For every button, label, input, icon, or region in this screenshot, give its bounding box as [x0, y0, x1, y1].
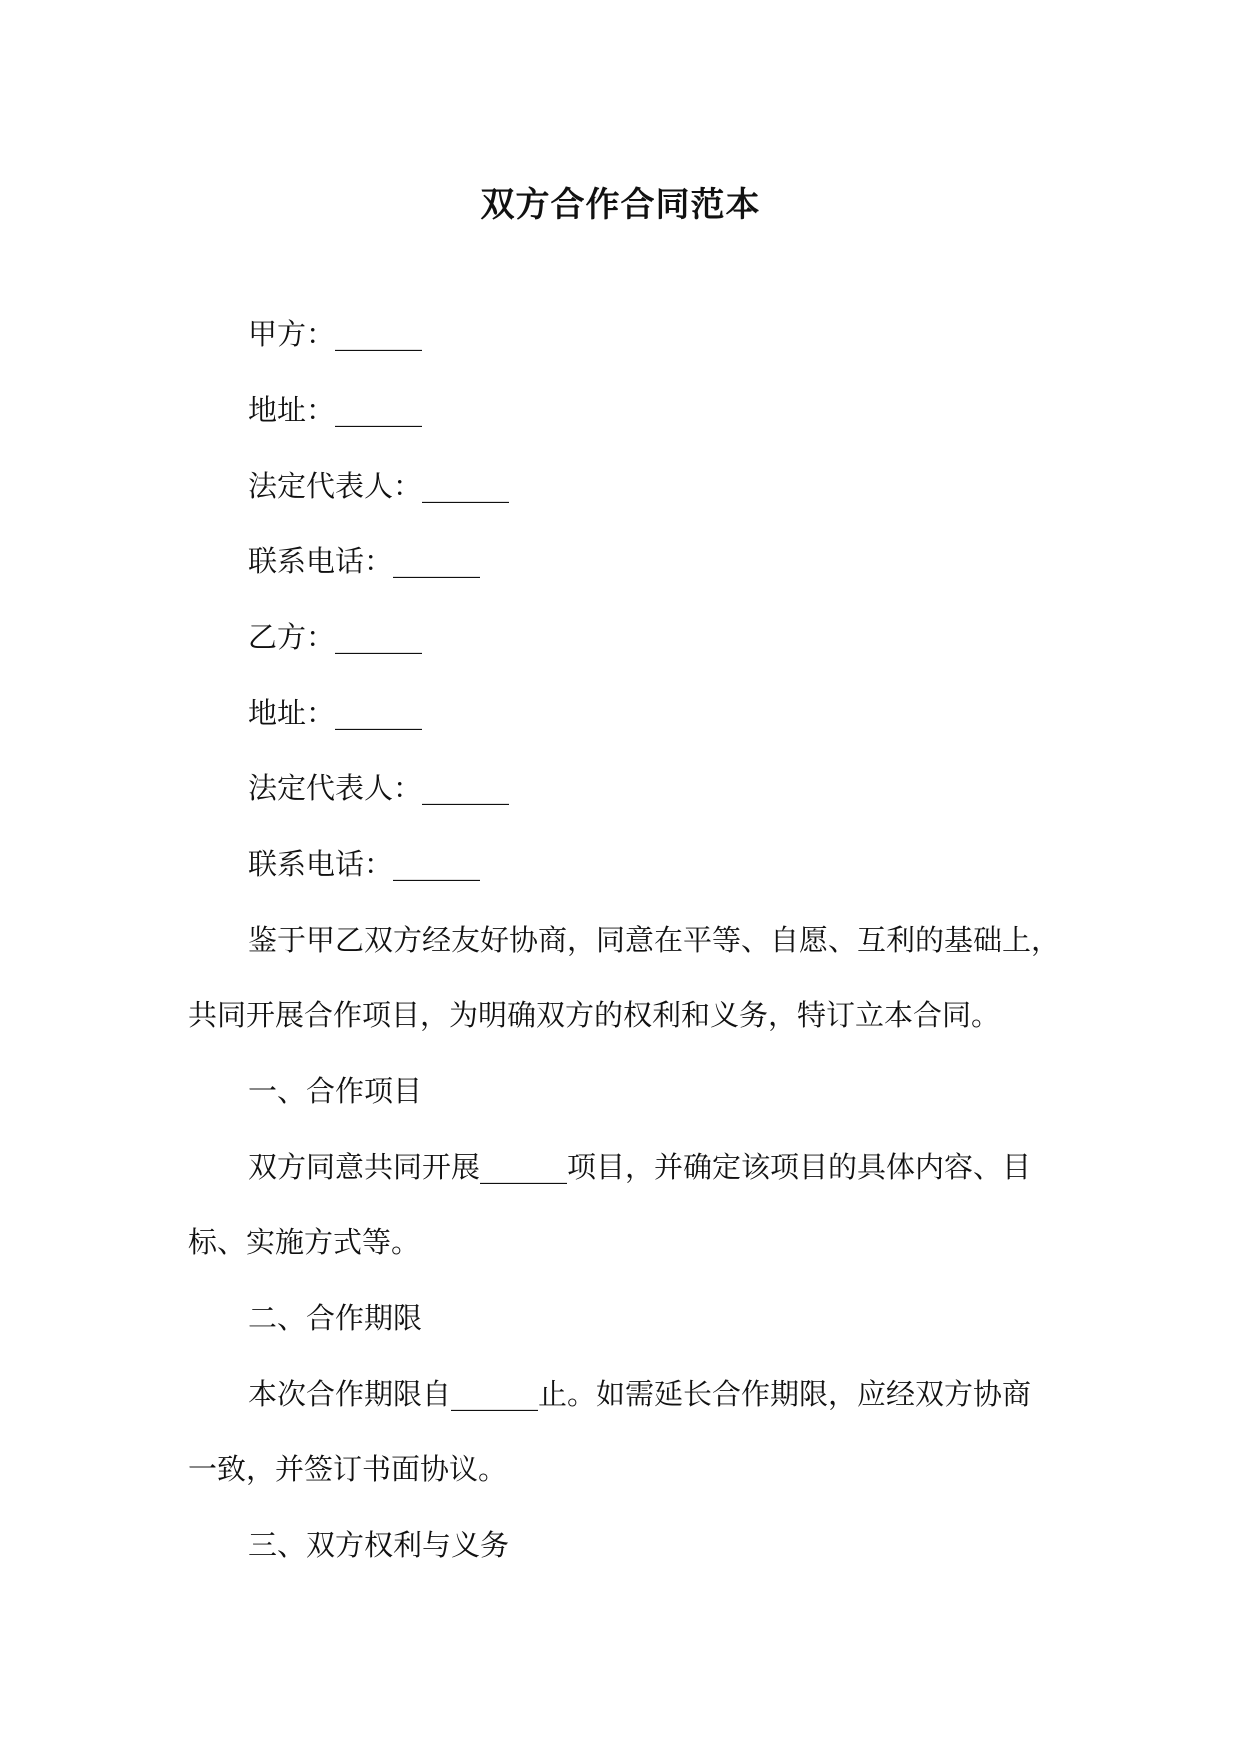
party-a-name: 甲方：______ — [248, 317, 423, 351]
preamble-line-2: 共同开展合作项目，为明确双方的权利和义务，特订立本合同。 — [188, 998, 1001, 1032]
party-a-legal-rep: 法定代表人：______ — [248, 469, 510, 503]
section-3-heading: 三、双方权利与义务 — [248, 1528, 510, 1562]
section-2-heading: 二、合作期限 — [248, 1301, 423, 1335]
document-title: 双方合作合同范本 — [480, 185, 761, 225]
section-1-heading: 一、合作项目 — [248, 1074, 423, 1108]
party-b-legal-rep: 法定代表人：______ — [248, 771, 510, 805]
party-a-phone: 联系电话：______ — [248, 544, 481, 578]
party-b-phone: 联系电话：______ — [248, 847, 481, 881]
section-2-line-2: 一致，并签订书面协议。 — [188, 1452, 508, 1486]
section-2-line-1: 本次合作期限自______止。如需延长合作期限，应经双方协商 — [248, 1377, 1032, 1411]
section-1-line-1: 双方同意共同开展______项目，并确定该项目的具体内容、目 — [248, 1150, 1032, 1184]
party-a-address: 地址：______ — [248, 393, 423, 427]
party-b-address: 地址：______ — [248, 696, 423, 730]
section-1-line-2: 标、实施方式等。 — [188, 1225, 421, 1259]
party-b-name: 乙方：______ — [248, 620, 423, 654]
preamble-line-1: 鉴于甲乙双方经友好协商，同意在平等、自愿、互利的基础上， — [248, 923, 1061, 957]
